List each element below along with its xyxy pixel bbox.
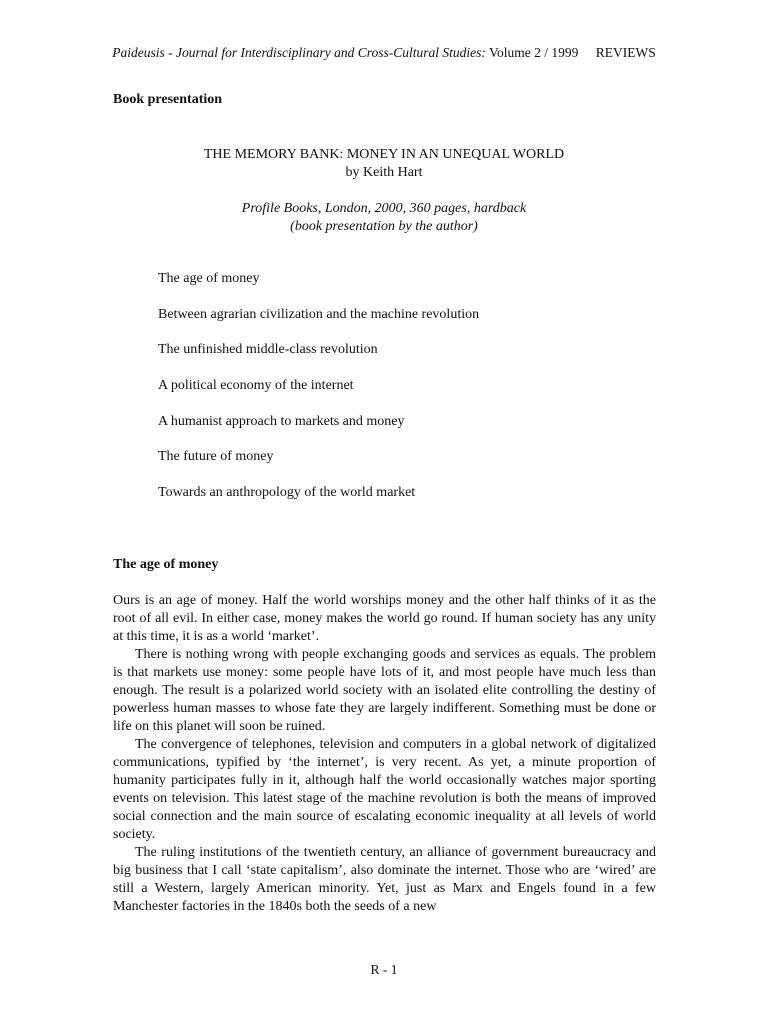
toc-item: A political economy of the internet: [158, 378, 354, 394]
journal-volume: Volume 2 / 1999: [489, 45, 579, 60]
book-presentation-note: (book presentation by the author): [290, 219, 478, 234]
body-paragraph: There is nothing wrong with people exchanging goods and services as equals. The problem is that markets use money: some people have lots of it, and most people have much less than enough. The result is a polarized world society with an isolated elite controlling the destiny of powerless human masses to whose fate they are largely indifferent. Something must be done or life on this planet will soon be ruined.: [113, 647, 656, 734]
toc-item: The age of money: [158, 271, 260, 286]
body-paragraph: Ours is an age of money. Half the world worships money and the other half thinks of it as the root of all evil. In either case, money makes the world go round. If human society has any unity at this time, it is as a world ‘market’.: [113, 593, 656, 644]
journal-name: Paideusis - Journal for Interdisciplinary and Cross-Cultural Studies:: [112, 45, 486, 60]
journal-section: REVIEWS: [595, 45, 656, 60]
toc-item: The future of money: [158, 449, 274, 465]
toc-item: A humanist approach to markets and money: [158, 413, 405, 429]
toc-item: Between agrarian civilization and the machine revolution: [158, 306, 480, 322]
toc-item: The unfinished middle-class revolution: [158, 342, 378, 358]
chapter-heading: The age of money: [113, 557, 219, 572]
toc-item: Towards an anthropology of the world market: [158, 485, 416, 501]
running-header: [0, 44, 768, 62]
table-of-contents: [158, 270, 479, 520]
page-number: R - 1: [370, 962, 398, 977]
section-label: Book presentation: [113, 92, 223, 107]
book-publisher-line: Profile Books, London, 2000, 360 pages, hardback: [241, 201, 527, 216]
chapter-body: [113, 592, 656, 916]
book-author: by Keith Hart: [345, 165, 423, 180]
body-paragraph: The convergence of telephones, television and computers in a global network of digitalized communications, typified by ‘the internet’, is very recent. As yet, a minute proportion of humanity participates fully in it, although half the world occasionally watches major sporting events on television. This latest stage of the machine revolution is both the means of improved social connection and the main source of escalating economic inequality at all levels of world society.: [113, 737, 656, 842]
book-title: THE MEMORY BANK: MONEY IN AN UNEQUAL WORLD: [203, 147, 565, 162]
book-info: [0, 146, 768, 236]
body-paragraph: The ruling institutions of the twentieth century, an alliance of government bureaucracy and big business that I call ‘state capitalism’, also dominate the internet. Those who are ‘wired’ are still a Western, largely American minority. Yet, just as Marx and Engels found in a few Manchester factories in the 1840s both the seeds of a new: [113, 845, 656, 914]
